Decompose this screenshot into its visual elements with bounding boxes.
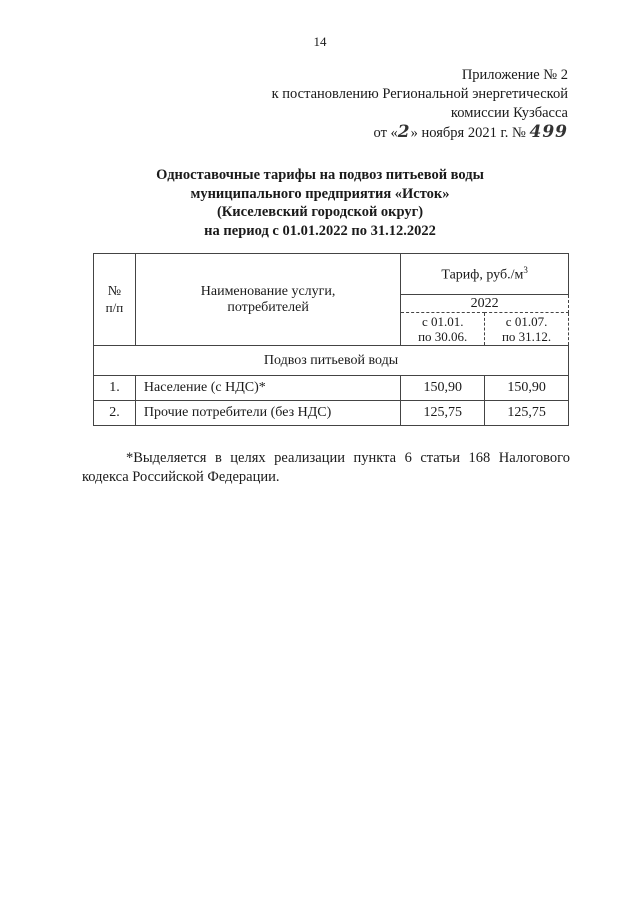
appendix-title: Приложение № 2: [461, 67, 568, 83]
row-price-period-1: 125,75: [401, 401, 485, 426]
table-row: [94, 376, 569, 401]
col-num-sub: п/п: [105, 300, 124, 315]
row-price-period-2: 150,90: [485, 376, 569, 401]
title-line-3: (Киселевский городской округ): [216, 204, 424, 220]
row-num: 1.: [94, 376, 136, 401]
period-1-cell: [401, 313, 485, 346]
col-service-header-1: Наименование услуги,: [200, 283, 336, 299]
table-row: [94, 401, 569, 426]
date-prefix: от «: [373, 125, 398, 141]
col-num-header: №: [107, 284, 122, 299]
date-middle: » ноября 2021 г. №: [410, 125, 530, 141]
tariff-header-cell: [401, 254, 569, 295]
col-num-header-cell: [94, 254, 136, 346]
title-line-2: муниципального предприятия «Исток»: [190, 185, 450, 202]
col-service-header-2: потребителей: [227, 299, 309, 315]
period-1-from: с 01.01.: [421, 314, 464, 329]
row-price-period-2: 125,75: [485, 401, 569, 426]
period-2-to: по 31.12.: [501, 329, 552, 344]
document-title: [0, 166, 640, 240]
footnote: *Выделяется в целях реализации пункта 6 статьи 168 Налогового кодекса Российской Федерации.: [82, 450, 570, 485]
section-title-cell: [94, 346, 569, 376]
tariff-table: [93, 253, 569, 426]
row-num: 2.: [94, 401, 136, 426]
year: 2022: [470, 295, 499, 311]
row-name: Население (с НДС)*: [135, 376, 400, 401]
period-2-from: с 01.07.: [505, 314, 548, 329]
title-line-4: на период с 01.01.2022 по 31.12.2022: [204, 222, 436, 239]
appendix-ref-line: к постановлению Региональной энергетической: [271, 86, 568, 102]
page-number: 14: [313, 34, 327, 49]
appendix-commission: комиссии Кузбасса: [450, 105, 568, 121]
row-price-period-1: 150,90: [401, 376, 485, 401]
tariff-unit-sup: 3: [523, 264, 528, 275]
handwritten-day: 2: [397, 122, 411, 142]
appendix-date-line: [272, 123, 568, 143]
title-line-1: Одноставочные тарифы на подвоз питьевой воды: [156, 167, 484, 183]
col-service-header-cell: [135, 254, 400, 346]
row-name: Прочие потребители (без НДС): [135, 401, 400, 426]
period-1-to: по 30.06.: [418, 329, 468, 344]
year-cell: [401, 295, 569, 313]
section-title: Подвоз питьевой воды: [263, 352, 399, 368]
handwritten-order-number: 499: [529, 122, 568, 142]
appendix-header: [272, 66, 568, 143]
tariff-header: Тариф, руб./м: [441, 267, 524, 283]
period-2-cell: [485, 313, 569, 346]
